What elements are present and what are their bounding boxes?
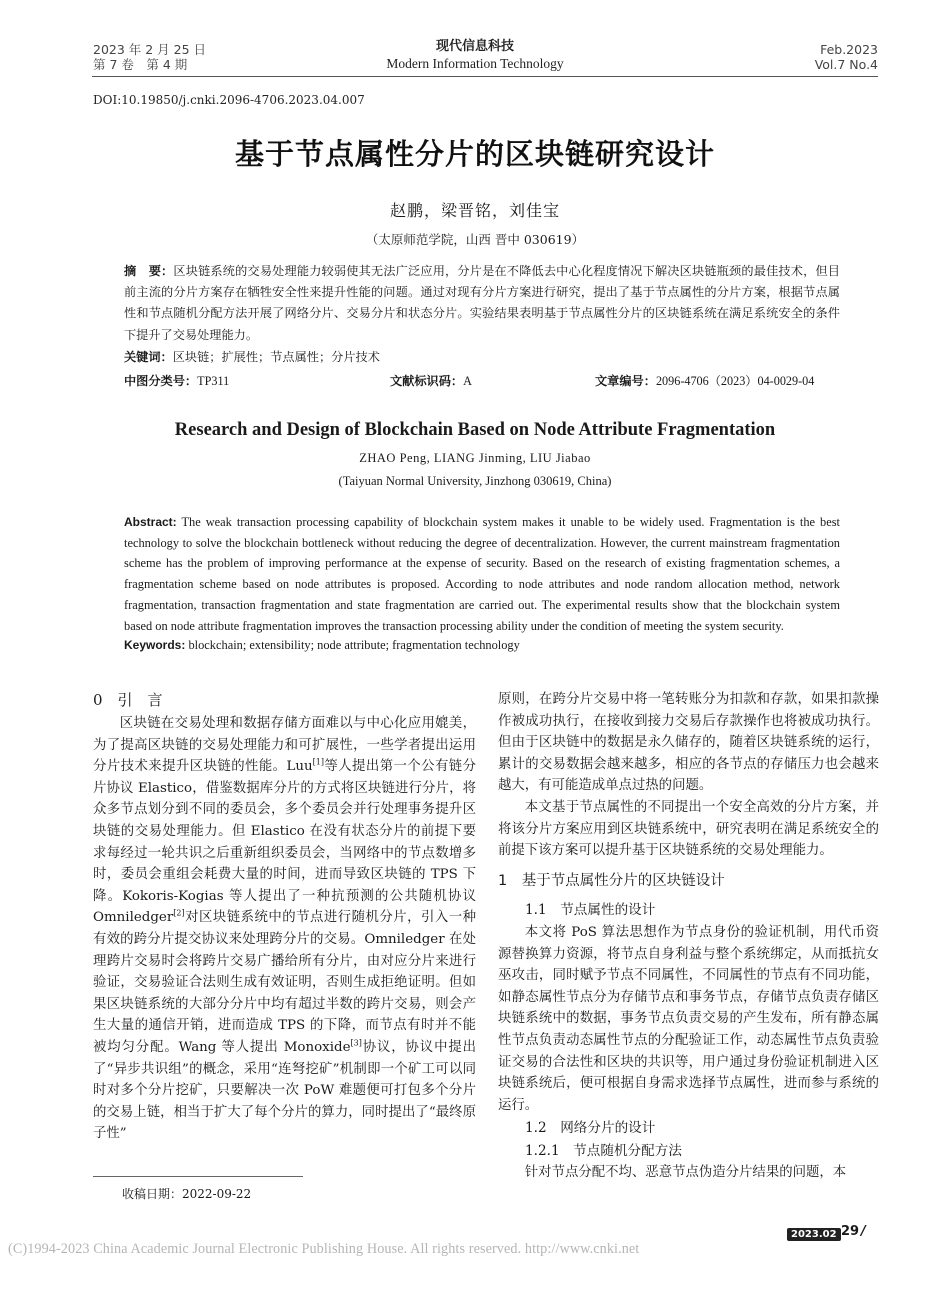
citation-2[interactable]: [2] bbox=[173, 908, 185, 918]
classification-value: TP311 bbox=[197, 374, 230, 388]
abstract-cn-label: 摘 要： bbox=[124, 264, 174, 278]
header-issue-cn: 第 7 卷 第 4 期 bbox=[93, 57, 188, 72]
intro-text-d: 协议，协议中提出了“异步共识组”的概念，采用“连弩挖矿”机制即一个矿工可以同时对多个分片挖矿，只要解决一次 PoW 难题便可打包多个分片的交易上链，相当于扩大了每个分片的算力，同时提出了“最终原子性” bbox=[93, 1039, 476, 1142]
subsection-1-2-heading: 1.2 网络分片的设计 bbox=[525, 1120, 656, 1137]
abstract-cn bbox=[124, 261, 840, 346]
subsection-1-2-1-heading: 1.2.1 节点随机分配方法 bbox=[525, 1142, 682, 1159]
subsection-1-1-heading: 1.1 节点属性的设计 bbox=[525, 902, 656, 919]
keywords-en-label: Keywords: bbox=[124, 638, 186, 652]
abstract-cn-text: 区块链系统的交易处理能力较弱使其无法广泛应用，分片是在不降低去中心化程度情况下解决区块链瓶颈的最佳技术，但目前主流的分片方案存在牺牲安全性来提升性能的问题。通过对现有分片方案进行研究，提出了基于节点属性的分片方案，根据节点属性和节点随机分配方法开展了网络分片、交易分片和状态分片。实验结果表明基于节点属性分片的区块链系统在满足系统安全的条件下提升了交易处理能力。 bbox=[124, 264, 840, 342]
document-code bbox=[390, 372, 472, 389]
header-date-en: Feb.2023 bbox=[820, 42, 878, 57]
header-journal-cn: 现代信息科技 bbox=[435, 39, 514, 54]
page-date-badge: 2023.02 bbox=[787, 1228, 841, 1241]
title-en: Research and Design of Blockchain Based on Node Attribute Fragmentation bbox=[174, 420, 776, 440]
doc-code-value: A bbox=[463, 374, 472, 388]
keywords-en bbox=[124, 638, 520, 653]
right-column bbox=[498, 689, 879, 1184]
keywords-cn bbox=[124, 348, 380, 365]
paragraph-right-4: 针对节点分配不均、恶意节点伪造分片结果的问题，本 bbox=[524, 1165, 847, 1181]
copyright-footer: (C)1994-2023 China Academic Journal Electronic Publishing House. All rights reserved. http://www.cnki.net bbox=[8, 1241, 640, 1257]
page-slash-mark: / bbox=[861, 1224, 866, 1239]
footnote-rule bbox=[93, 1176, 303, 1177]
keywords-cn-label: 关键词： bbox=[124, 350, 173, 364]
intro-text-b: 等人提出第一个公有链分片协议 Elastico，借鉴数据库分片的方式将区块链进行分片，将众多节点划分到不同的委员会，多个委员会并行处理事务提升区块链的交易处理能力。但 Elastico 在没有状态分片的前提下要求每经过一轮共识之后重新组织委员会，当网络中的节点数增多时，委员会重组会耗费大量的时间，进而导致区块链的 TPS 下降。Kokoris-Kogias 等人提出了一种抗预测的公共随机协议 Omniledger bbox=[93, 759, 477, 926]
intro-text-a: 区块链在交易处理和数据存储方面难以与中心化应用媲美，为了提高区块链的交易处理能力和可扩展性，一些学者提出运用分片技术来提升区块链的性能。Luu bbox=[93, 716, 476, 775]
paragraph-right-3: 本文将 PoS 算法思想作为节点身份的验证机制，用代币资源替换算力资源，将节点自身利益与整个系统绑定，从而抵抗女巫攻击，同时赋予节点不同属性，不同属性的节点有不同功能，如静态属性节点分为存储节点和事务节点，存储节点负责存储区块链系统中的数据，事务节点负责交易的产生发布，所有静态属性节点负责动态属性节点的分配验证工作，动态属性节点负责验证交易的合法性和区块的共识等，用户通过身份验证机制进入区块链系统后，便可根据自身需求选择节点属性，进而参与系统的运行。 bbox=[498, 924, 879, 1113]
section-0-heading: 0 引 言 bbox=[93, 691, 163, 709]
article-no-label: 文章编号： bbox=[595, 374, 656, 388]
left-column bbox=[93, 713, 476, 1145]
paragraph-right-1: 原则，在跨分片交易中将一笔转账分为扣款和存款，如果扣款操作被成功执行，在接收到接力交易后存款操作也将被成功执行。但由于区块链中的数据是永久储存的，随着区块链系统的运行，累计的交易数据会越来越多，相应的各节点的存储压力也会越来越大，有可能造成单点过热的问题。 bbox=[498, 692, 879, 794]
abstract-en-text: The weak transaction processing capability of blockchain system makes it unable to be widely used. Fragmentation is the best technology to solve the blockchain bottleneck without reducing the degree of decentralization. However, the current mainstream fragmentation scheme has the problem of improving performance at the expense of security. Based on the research of existing fragmentation schemes, a fragmentation scheme based on node attributes is proposed. According to node attributes and node random allocation method, network fragmentation, transaction fragmentation and state fragmentation are carried out. The experimental results show that the blockchain system based on node attribute fragmentation improves the transaction processing ability under the condition of meeting the system security. bbox=[124, 515, 840, 633]
header-journal-en: Modern Information Technology bbox=[386, 56, 564, 71]
authors-en: ZHAO Peng, LIANG Jinming, LIU Jiabao bbox=[359, 451, 591, 465]
title-cn: 基于节点属性分片的区块链研究设计 bbox=[234, 137, 715, 171]
classification-label: 中图分类号： bbox=[124, 374, 198, 388]
received-date: 收稿日期：2022-09-22 bbox=[122, 1187, 252, 1201]
affiliation-cn: （太原师范学院，山西 晋中 030619） bbox=[365, 232, 585, 247]
header-issue-en: Vol.7 No.4 bbox=[814, 57, 878, 72]
article-no-value: 2096-4706（2023）04-0029-04 bbox=[655, 374, 815, 388]
header-rule bbox=[92, 76, 878, 77]
keywords-cn-text: 区块链；扩展性；节点属性；分片技术 bbox=[172, 350, 380, 364]
paragraph-right-2: 本文基于节点属性的不同提出一个安全高效的分片方案，并将该分片方案应用到区块链系统中，研究表明在满足系统安全的前提下该方案可以提升基于区块链系统的交易处理能力。 bbox=[498, 799, 879, 859]
intro-text-c: 对区块链系统中的节点进行随机分片，引入一种有效的跨分片提交协议来处理跨分片的交易。Omniledger 在处理跨片交易时会将跨片交易广播给所有分片，由对应分片来进行验证，交易验证合法则生成有效证明，否则生成拒绝证明。但如果区块链系统的大部分分片中均有超过半数的跨片交易，则会产生大量的通信开销，进而造成 TPS 的下降，而节点有时并不能被均匀分配。Wang 等人提出 Monoxide bbox=[93, 910, 476, 1055]
abstract-en-label: Abstract: bbox=[124, 515, 177, 529]
page-number: 29 bbox=[841, 1224, 860, 1239]
classification-number bbox=[124, 372, 229, 389]
keywords-en-text: blockchain; extensibility; node attribute; fragmentation technology bbox=[188, 638, 520, 652]
doc-code-label: 文献标识码： bbox=[390, 374, 464, 388]
article-number bbox=[595, 372, 814, 389]
section-1-heading: 1 基于节点属性分片的区块链设计 bbox=[498, 872, 725, 889]
doi: DOI:10.19850/j.cnki.2096-4706.2023.04.007 bbox=[93, 93, 365, 107]
citation-1[interactable]: [1] bbox=[312, 757, 324, 767]
abstract-en bbox=[124, 512, 840, 636]
paragraph-intro bbox=[93, 713, 476, 1145]
citation-3[interactable]: [3] bbox=[350, 1038, 362, 1048]
affiliation-en: (Taiyuan Normal University, Jinzhong 030619, China) bbox=[338, 474, 612, 488]
header-date-cn: 2023 年 2 月 25 日 bbox=[93, 42, 207, 57]
authors-cn: 赵鹏，梁晋铭，刘佳宝 bbox=[389, 201, 560, 220]
